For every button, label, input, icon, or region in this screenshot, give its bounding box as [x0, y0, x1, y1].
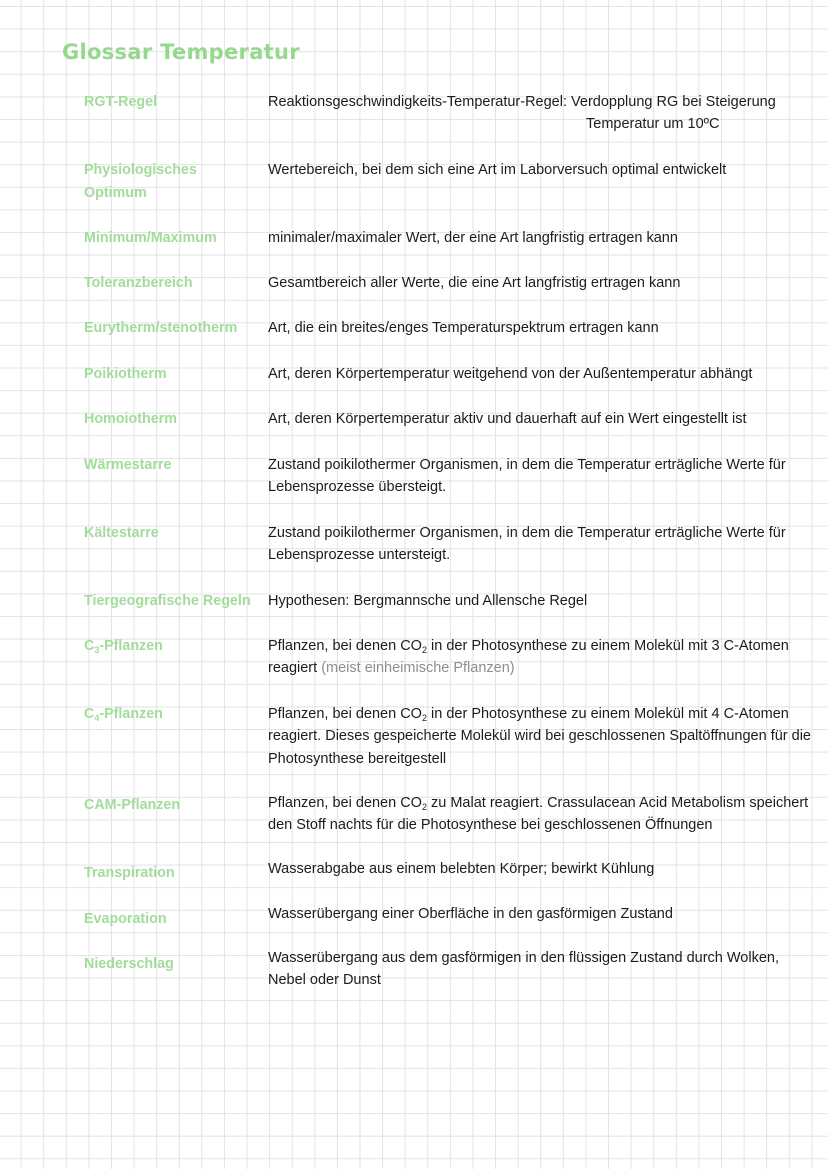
glossary-definition: Zustand poikilothermer Organismen, in dem die Temperatur erträgliche Werte für Lebensprozesse untersteigt. — [268, 525, 786, 564]
glossary-definition: Pflanzen, bei denen $CO_2$ zu Malat reagiert. Crassulacean Acid Metabolism speichert den Stoff nachts für die Photosynthese bei geschlossenen Öffnungen — [268, 795, 809, 834]
glossary-definition: Wertebereich, bei dem sich eine Art im Laborversuch optimal entwickelt — [268, 162, 727, 178]
glossary-definition-continued: Temperatur um 10ºC — [586, 116, 720, 133]
glossary-term: RGT-Regel — [84, 94, 158, 110]
glossary-definition: minimaler/maximaler Wert, der eine Art langfristig ertragen kann — [268, 230, 678, 246]
glossary-term: Eurytherm/stenotherm — [84, 320, 238, 336]
glossary-term: Evaporation — [84, 911, 167, 927]
glossary-term: Transpiration — [84, 865, 175, 881]
glossary-term: Kältestarre — [84, 525, 159, 541]
glossary-definition: Zustand poikilothermer Organismen, in dem die Temperatur erträgliche Werte für Lebensprozesse übersteigt. — [268, 457, 786, 496]
glossary-definition: Hypothesen: Bergmannsche und Allensche Regel — [268, 593, 588, 609]
glossary-term: Homoiotherm — [84, 411, 177, 427]
glossary-definition: Wasserübergang aus dem gasförmigen in den flüssigen Zustand durch Wolken, Nebel oder Dunst — [268, 950, 780, 989]
glossary-definition: Art, die ein breites/enges Temperaturspektrum ertragen kann — [268, 320, 659, 336]
glossary-definition: Wasserübergang einer Oberfläche in den gasförmigen Zustand — [268, 906, 673, 922]
glossary-definition: Wasserabgabe aus einem belebten Körper; bewirkt Kühlung — [268, 861, 655, 877]
glossary-term: Tiergeografische Regeln — [84, 593, 251, 609]
glossary-term: $C_4$-Pflanzen — [84, 706, 163, 723]
glossary-definition: Art, deren Körpertemperatur aktiv und dauerhaft auf ein Wert eingestellt ist — [268, 411, 747, 427]
glossary-definition: Pflanzen, bei denen $CO_2$ in der Photosynthese zu einem Molekül mit 3 C-Atomen reagiert (meist einheimische Pflanzen) — [268, 638, 789, 677]
glossary-definition: Reaktionsgeschwindigkeits-Temperatur-Regel: Verdopplung RG bei Steigerung Temperatur um 10ºC — [268, 91, 816, 136]
glossary-term: $C_3$-Pflanzen — [84, 638, 163, 655]
page-title: Glossar Temperatur — [62, 40, 300, 64]
glossary-term: Physiologisches Optimum — [84, 162, 197, 201]
glossary-definition: Gesamtbereich aller Werte, die eine Art langfristig ertragen kann — [268, 275, 681, 291]
glossary-term: Poikiotherm — [84, 366, 167, 382]
glossary-definition: Art, deren Körpertemperatur weitgehend von der Außentemperatur abhängt — [268, 366, 753, 382]
glossary-definition: Pflanzen, bei denen $CO_2$ in der Photosynthese zu einem Molekül mit 4 C-Atomen reagiert. Dieses gespeicherte Molekül wird bei geschlossenen Spaltöffnungen für die Photosynthese bereitgestell — [268, 706, 811, 767]
glossary-term: Minimum/Maximum — [84, 230, 217, 246]
glossary-term: Wärmestarre — [84, 457, 172, 473]
glossary-term: Niederschlag — [84, 956, 174, 972]
glossary-term: CAM-Pflanzen — [84, 797, 181, 813]
definition-note: (meist einheimische Pflanzen) — [321, 660, 515, 677]
glossary-term: Toleranzbereich — [84, 275, 193, 291]
